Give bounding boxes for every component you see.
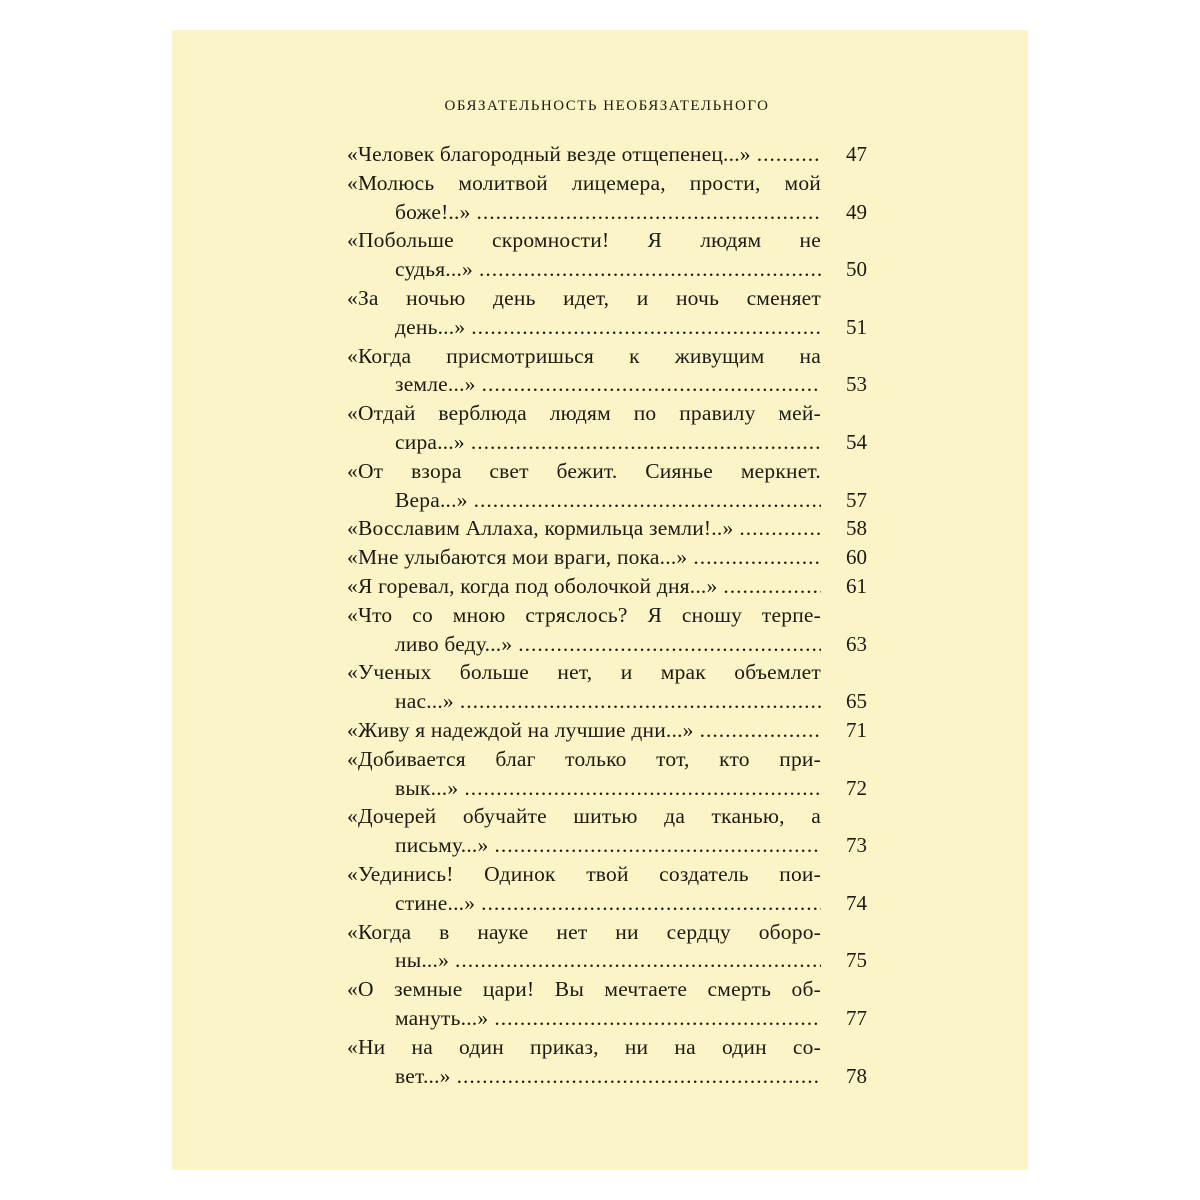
- toc-entry: [347, 514, 867, 543]
- toc-entry-last-line: [347, 255, 821, 284]
- toc-entry-line: письму...»: [395, 833, 489, 858]
- toc-entry-last-line: [347, 572, 821, 601]
- toc-entry-line: «Живу я надеждой на лучшие дни...»: [347, 717, 694, 742]
- toc-entry-last-line: [347, 716, 821, 745]
- toc-entry-line: Вера...»: [395, 487, 468, 512]
- toc-entry-line: вет...»: [395, 1063, 451, 1088]
- toc-entry: [347, 457, 867, 515]
- dot-leader: [757, 140, 821, 169]
- table-of-contents: [347, 140, 867, 1090]
- toc-entry: [347, 572, 867, 601]
- toc-entry-line: «Побольше скромности! Я людям не: [347, 228, 821, 253]
- toc-page-number: 74: [846, 890, 867, 915]
- toc-page-number: 49: [846, 199, 867, 224]
- dot-leader: [481, 889, 821, 918]
- toc-entry-title: [347, 918, 821, 976]
- toc-entry: [347, 226, 867, 284]
- toc-entry-line: ливо беду...»: [395, 631, 513, 656]
- toc-entry: [347, 802, 867, 860]
- toc-entry-title: [347, 860, 821, 918]
- dot-leader: [471, 313, 821, 342]
- toc-entry-last-line: [347, 630, 821, 659]
- toc-entry-line: «Восславим Аллаха, кормильца земли!..»: [347, 516, 734, 541]
- toc-entry-last-line: [347, 889, 821, 918]
- toc-entry: [347, 601, 867, 659]
- dot-leader: [700, 716, 821, 745]
- toc-entry-line: вык...»: [395, 775, 459, 800]
- toc-entry-line: сира...»: [395, 429, 465, 454]
- toc-entry-title: [347, 457, 821, 515]
- toc-page-number: 50: [846, 257, 867, 282]
- toc-entry-title: [347, 975, 821, 1033]
- toc-entry-last-line: [347, 1004, 821, 1033]
- toc-entry-last-line: [347, 543, 821, 572]
- dot-leader: [482, 370, 821, 399]
- toc-page-number: 57: [846, 487, 867, 512]
- toc-page-number: 58: [846, 516, 867, 541]
- toc-entry-line: день...»: [395, 314, 466, 339]
- toc-entry-last-line: [347, 486, 821, 515]
- toc-entry-line: «За ночью день идет, и ночь сменяет: [347, 285, 821, 310]
- dot-leader: [460, 687, 821, 716]
- toc-entry-line: стине...»: [395, 890, 476, 915]
- book-page: [172, 30, 1028, 1170]
- toc-entry-title: [347, 284, 821, 342]
- toc-entry-last-line: [347, 313, 821, 342]
- dot-leader: [457, 1062, 821, 1091]
- toc-entry-line: «Отдай верблюда людям по правилу мей-: [347, 401, 821, 426]
- toc-page-number: 60: [846, 545, 867, 570]
- toc-entry-last-line: [347, 198, 821, 227]
- toc-entry-line: судья...»: [395, 257, 473, 282]
- toc-entry: [347, 658, 867, 716]
- toc-entry-title: [347, 716, 821, 745]
- toc-entry-last-line: [347, 831, 821, 860]
- toc-page-number: 75: [846, 948, 867, 973]
- toc-entry-line: «Мне улыбаются мои враги, пока...»: [347, 545, 688, 570]
- toc-entry-line: «Человек благородный везде отщепенец...»: [347, 142, 751, 166]
- dot-leader: [723, 572, 821, 601]
- toc-page-number: 54: [846, 429, 867, 454]
- toc-entry-last-line: [347, 370, 821, 399]
- running-title: ОБЯЗАТЕЛЬНОСТЬ НЕОБЯЗАТЕЛЬНОГО: [444, 98, 770, 114]
- toc-entry-title: [347, 514, 821, 543]
- toc-page-number: 51: [846, 314, 867, 339]
- toc-entry: [347, 918, 867, 976]
- dot-leader: [739, 514, 821, 543]
- toc-entry-title: [347, 658, 821, 716]
- toc-entry-line: «Ни на один приказ, ни на один со-: [347, 1034, 821, 1059]
- toc-entry-line: боже!..»: [395, 199, 471, 224]
- toc-page-number: 78: [846, 1063, 867, 1088]
- toc-entry-line: «Когда присмотришься к живущим на: [347, 343, 821, 368]
- toc-entry: [347, 543, 867, 572]
- toc-entry-last-line: [347, 946, 821, 975]
- toc-page-number: 71: [846, 717, 867, 742]
- toc-entry-line: «Уединись! Одинок твой создатель пои-: [347, 861, 821, 886]
- toc-entry-line: «От взора свет бежит. Сиянье меркнет.: [347, 458, 821, 483]
- toc-entry-line: «Ученых больше нет, и мрак объемлет: [347, 660, 821, 685]
- toc-entry: [347, 399, 867, 457]
- toc-page-number: 53: [846, 372, 867, 397]
- toc-entry-title: [347, 572, 821, 601]
- dot-leader: [494, 831, 821, 860]
- toc-entry: [347, 745, 867, 803]
- toc-entry-last-line: [347, 774, 821, 803]
- toc-entry-line: «Добивается благ только тот, кто при-: [347, 746, 821, 771]
- toc-entry-line: «Я горевал, когда под оболочкой дня...»: [347, 573, 718, 598]
- toc-entry-title: [347, 1033, 821, 1091]
- toc-page-number: 61: [846, 573, 867, 598]
- toc-entry-last-line: [347, 687, 821, 716]
- toc-entry: [347, 716, 867, 745]
- toc-entry-line: ны...»: [395, 948, 450, 973]
- dot-leader: [518, 630, 821, 659]
- toc-page-number: 65: [846, 689, 867, 714]
- toc-page-number: 47: [846, 142, 867, 166]
- toc-entry: [347, 342, 867, 400]
- toc-entry-line: «Молюсь молитвой лицемера, прости, мой: [347, 170, 821, 195]
- toc-entry-line: нас...»: [395, 689, 454, 714]
- toc-entry-line: «Когда в науке нет ни сердцу оборо-: [347, 919, 821, 944]
- toc-page-number: 72: [846, 775, 867, 800]
- toc-page-number: 63: [846, 631, 867, 656]
- toc-entry-last-line: [347, 514, 821, 543]
- toc-entry-line: земле...»: [395, 372, 476, 397]
- toc-entry-last-line: [347, 428, 821, 457]
- dot-leader: [455, 946, 821, 975]
- toc-entry: [347, 975, 867, 1033]
- toc-entry-line: «О земные цари! Вы мечтаете смерть об-: [347, 977, 821, 1002]
- toc-entry-last-line: [347, 1062, 821, 1091]
- dot-leader: [494, 1004, 821, 1033]
- toc-entry-title: [347, 543, 821, 572]
- dot-leader: [471, 428, 821, 457]
- toc-entry: [347, 860, 867, 918]
- toc-entry-last-line: [347, 140, 821, 169]
- toc-entry: [347, 140, 867, 169]
- toc-entry-line: «Дочерей обучайте шитью да тканью, а: [347, 804, 821, 829]
- toc-entry-title: [347, 140, 821, 169]
- dot-leader: [479, 255, 821, 284]
- toc-entry: [347, 284, 867, 342]
- toc-page-number: 77: [846, 1005, 867, 1030]
- toc-entry-line: мануть...»: [395, 1005, 489, 1030]
- toc-entry-title: [347, 601, 821, 659]
- toc-entry-line: «Что со мною стряслось? Я сношу терпе-: [347, 602, 821, 627]
- toc-entry-title: [347, 745, 821, 803]
- dot-leader: [474, 486, 821, 515]
- toc-entry-title: [347, 399, 821, 457]
- toc-entry-title: [347, 226, 821, 284]
- toc-entry-title: [347, 169, 821, 227]
- dot-leader: [464, 774, 821, 803]
- toc-entry: [347, 1033, 867, 1091]
- toc-page-number: 73: [846, 833, 867, 858]
- dot-leader: [477, 198, 821, 227]
- dot-leader: [693, 543, 821, 572]
- toc-entry: [347, 169, 867, 227]
- toc-entry-title: [347, 342, 821, 400]
- toc-entry-title: [347, 802, 821, 860]
